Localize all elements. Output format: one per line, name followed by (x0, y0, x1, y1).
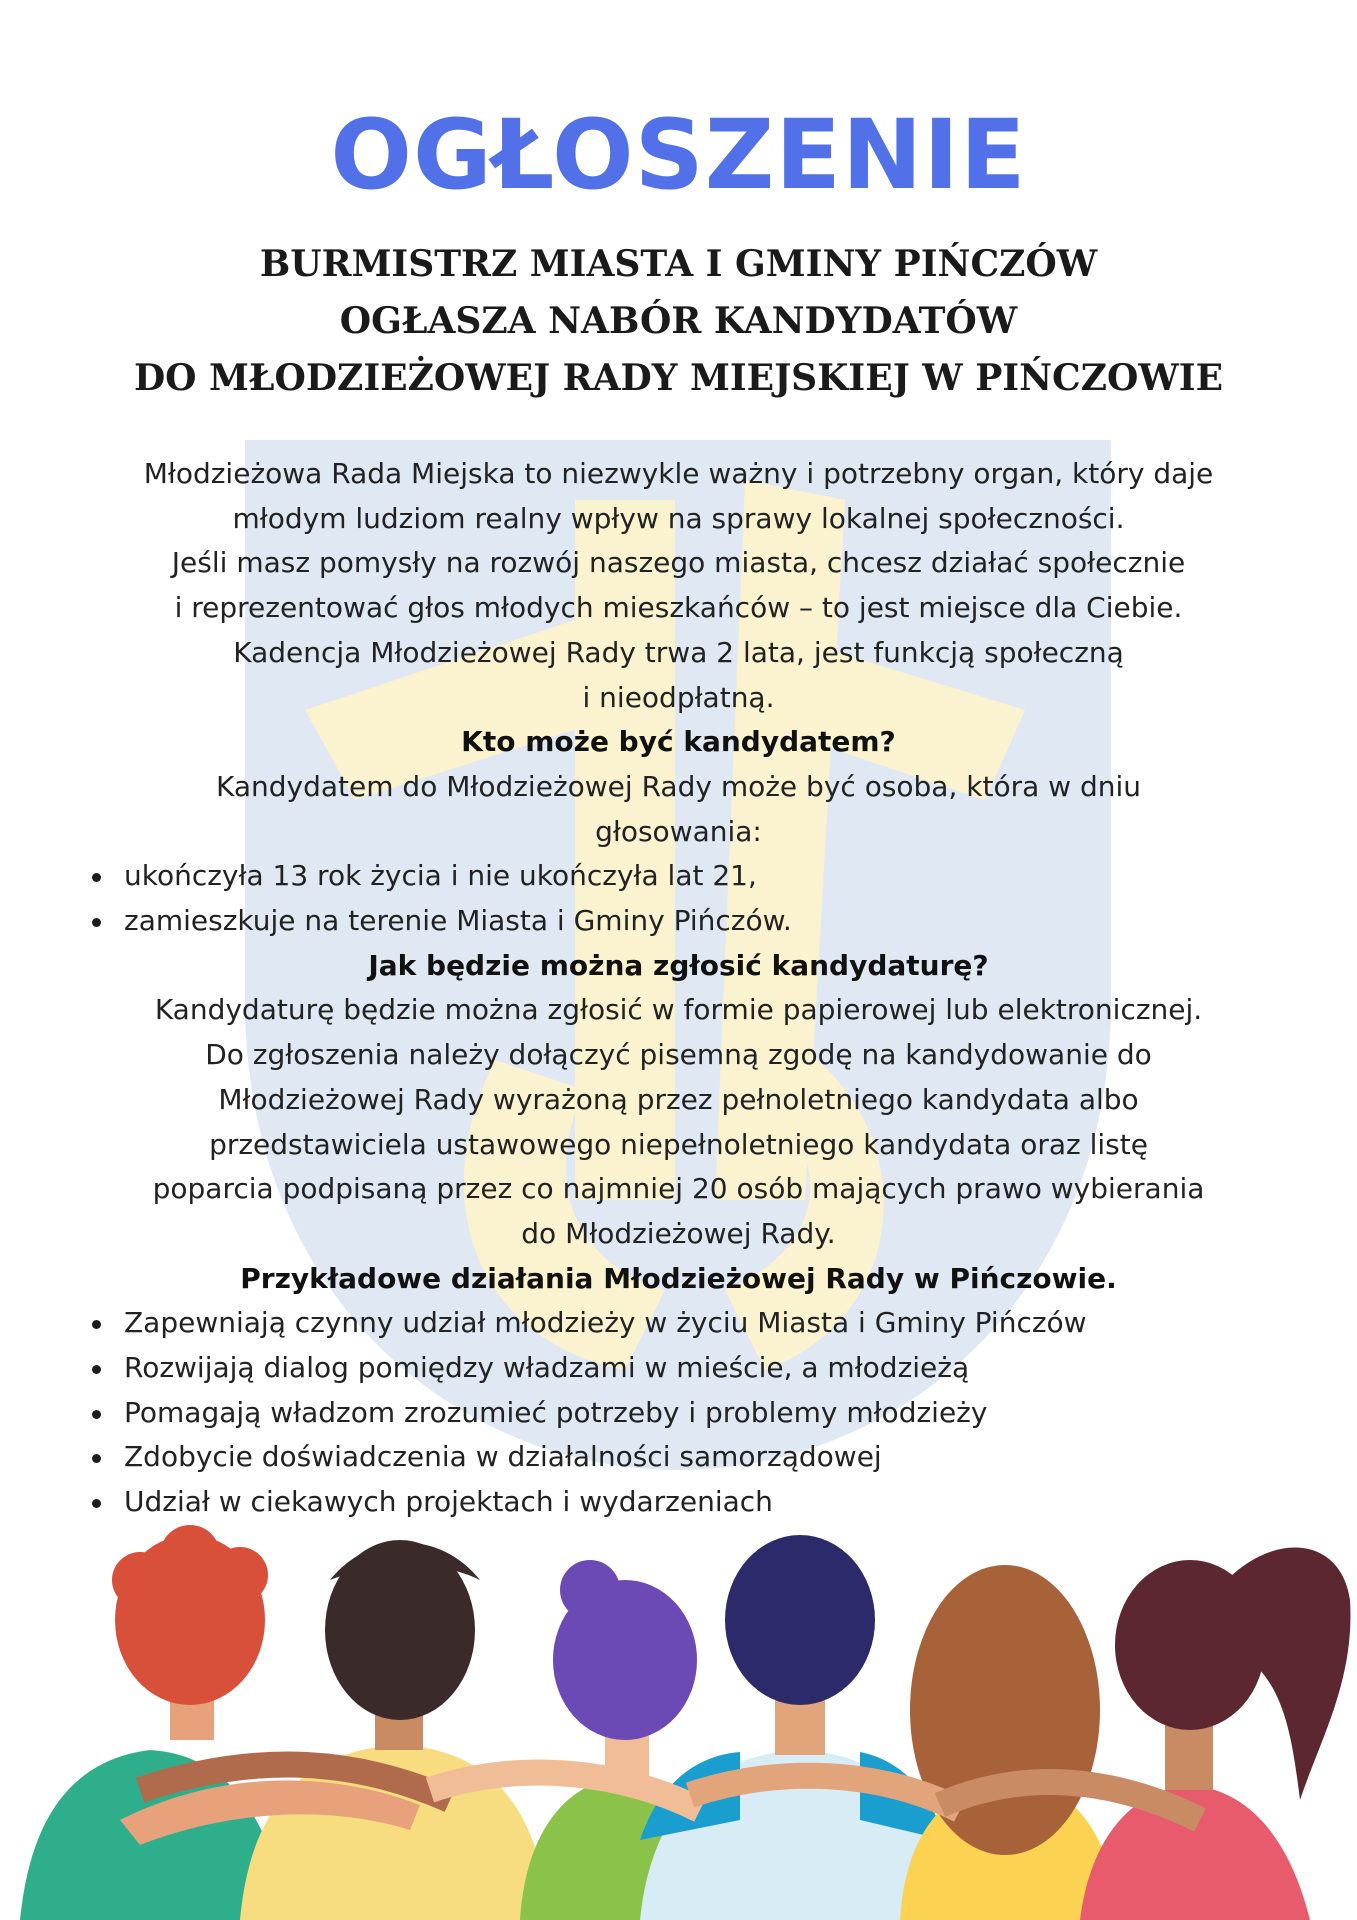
application-line: przedstawiciela ustawowego niepełnoletniego kandydata oraz listę (209, 1127, 1148, 1161)
candidates-line: Kandydatem do Młodzieżowej Rady może być osoba, która w dniu (215, 769, 1142, 803)
section-heading-activities: Przykładowe działania Młodzieżowej Rady w Pińczowie. (240, 1261, 1117, 1295)
subtitle-line: BURMISTRZ MIASTA I GMINY PIŃCZÓW (259, 243, 1098, 285)
youth-group-illustration (0, 1520, 1357, 1920)
candidates-line: głosowania: (595, 814, 762, 848)
application-line: Kandydaturę będzie można zgłosić w formie papierowej lub elektronicznej. (154, 993, 1203, 1027)
application-paragraph (60, 988, 1297, 1256)
intro-line: i reprezentować głos młodych mieszkańców – to jest miejsce dla Ciebie. (174, 591, 1183, 625)
candidate-requirements-list (60, 854, 1297, 943)
list-item: zamieszkuje na terenie Miasta i Gminy Pińczów. (60, 899, 1297, 944)
intro-line: Młodzieżowa Rada Miejska to niezwykle ważny i potrzebny organ, który daje (143, 457, 1214, 490)
application-line: poparcia podpisaną przez co najmniej 20 osób mających prawo wybierania (152, 1172, 1205, 1206)
intro-line: i nieodpłatną. (582, 680, 775, 714)
subtitle-line: OGŁASZA NABÓR KANDYDATÓW (339, 300, 1018, 342)
intro-line: młodym ludziom realny wpływ na sprawy lokalnej społeczności. (232, 501, 1125, 535)
list-item: Zapewniają czynny udział młodzieży w życiu Miasta i Gminy Pińczów (60, 1301, 1297, 1346)
activities-list (60, 1301, 1297, 1525)
person-5 (900, 1565, 1120, 1920)
person-6 (1080, 1548, 1350, 1920)
list-item: ukończyła 13 rok życia i nie ukończyła lat 21, (60, 854, 1297, 899)
list-item: Udział w ciekawych projektach i wydarzeniach (60, 1480, 1297, 1525)
subtitle-line: DO MŁODZIEŻOWEJ RADY MIEJSKIEJ W PIŃCZOWIE (133, 357, 1224, 399)
intro-line: Jeśli masz pomysły na rozwój naszego miasta, chcesz działać społecznie (171, 546, 1186, 580)
announcement-title: OGŁOSZENIE (330, 99, 1027, 211)
person-4 (640, 1535, 950, 1920)
subtitle (0, 236, 1357, 407)
candidates-paragraph (60, 765, 1297, 854)
list-item: Zdobycie doświadczenia w działalności samorządowej (60, 1435, 1297, 1480)
person-1 (20, 1525, 290, 1920)
section-heading-candidates: Kto może być kandydatem? (461, 725, 896, 759)
application-line: Do zgłoszenia należy dołączyć pisemną zgodę na kandydowanie do (205, 1038, 1152, 1072)
intro-line: Kadencja Młodzieżowej Rady trwa 2 lata, jest funkcją społeczną (233, 635, 1124, 669)
application-line: Młodzieżowej Rady wyrażoną przez pełnoletniego kandydata albo (218, 1082, 1139, 1116)
announcement-body (60, 452, 1297, 1525)
list-item: Pomagają władzom zrozumieć potrzeby i problemy młodzieży (60, 1391, 1297, 1436)
application-line: do Młodzieżowej Rady. (521, 1216, 836, 1250)
section-heading-application: Jak będzie można zgłosić kandydaturę? (368, 948, 989, 982)
person-2 (240, 1540, 550, 1920)
intro-paragraph (60, 452, 1297, 720)
list-item: Rozwijają dialog pomiędzy władzami w mieście, a młodzieżą (60, 1346, 1297, 1391)
